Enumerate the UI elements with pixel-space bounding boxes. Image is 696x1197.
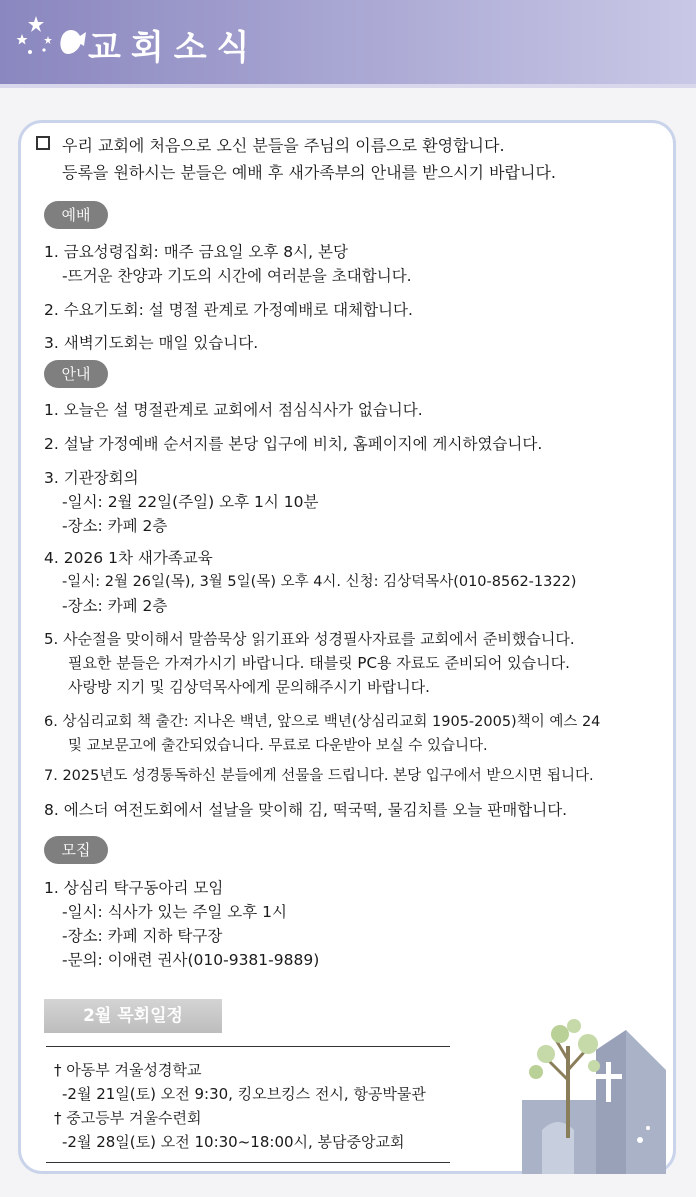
list-item: 7. 2025년도 성경통독하신 분들에게 선물을 드립니다. 본당 입구에서 받으시면 됩니다.: [44, 768, 594, 784]
item-line: 3. 기관장회의: [44, 469, 139, 487]
list-item: 3. 새벽기도회는 매일 있습니다.: [44, 334, 259, 352]
schedule-detail: -2월 21일(토) 오전 9:30, 킹오브킹스 전시, 항공박물관: [62, 1085, 426, 1103]
schedule-heading: 2월 목회일정: [44, 999, 222, 1033]
checkbox-bullet-icon: [36, 136, 50, 150]
item-line: -일시: 식사가 있는 주일 오후 1시: [62, 903, 287, 921]
item-line: -장소: 카페 지하 탁구장: [62, 927, 223, 945]
item-line: 및 교보문고에 출간되었습니다. 무료로 다운받아 보실 수 있습니다.: [68, 738, 488, 754]
list-item: 1. 오늘은 설 명절관계로 교회에서 점심식사가 없습니다.: [44, 401, 423, 419]
divider: [46, 1162, 450, 1163]
list-item: 2. 설날 가정예배 순서지를 본당 입구에 비치, 홈페이지에 게시하였습니다.: [44, 435, 543, 453]
item-line: 4. 2026 1차 새가족교육: [44, 549, 213, 567]
item-line: -장소: 카페 2층: [62, 517, 168, 535]
list-item: [44, 466, 318, 538]
item-line: -뜨거운 찬양과 기도의 시간에 여러분을 초대합니다.: [62, 267, 412, 285]
section-tag-recruit: 모집: [44, 836, 108, 864]
list-item: [44, 710, 600, 758]
item-line: 1. 금요성령집회: 매주 금요일 오후 8시, 본당: [44, 243, 348, 261]
list-item: [44, 876, 319, 972]
item-line: 6. 상심리교회 책 출간: 지나온 백년, 앞으로 백년(상심리교회 1905-2005)책이 예스 24: [44, 714, 601, 730]
list-item: 8. 에스더 여전도회에서 설날을 맞이해 김, 떡국떡, 물김치를 오늘 판매합니다.: [44, 801, 568, 819]
item-line: 사랑방 지기 및 김상덕목사에게 문의해주시기 바랍니다.: [68, 678, 430, 696]
item-line: 1. 상심리 탁구동아리 모임: [44, 879, 224, 897]
schedule-item: [54, 1106, 405, 1154]
item-line: -문의: 이애련 권사(010-9381-9889): [62, 951, 320, 969]
item-line: 필요한 분들은 가져가시기 바랍니다. 태블릿 PC용 자료도 준비되어 있습니다.: [68, 654, 570, 672]
church-illustration-icon: [508, 1010, 670, 1174]
schedule-detail: -2월 28일(토) 오전 10:30~18:00시, 봉담중앙교회: [62, 1133, 405, 1151]
item-line: 5. 사순절을 맞이해서 말씀묵상 읽기표와 성경필사자료를 교회에서 준비했습니다.: [44, 630, 575, 648]
schedule-title: † 중고등부 겨울수련회: [54, 1109, 202, 1127]
item-line: -장소: 카페 2층: [62, 597, 168, 615]
page-title: 교회소식: [88, 28, 260, 68]
schedule-title: † 아동부 겨울성경학교: [54, 1061, 202, 1079]
schedule-item: [54, 1058, 426, 1106]
item-line: -일시: 2월 26일(목), 3월 5일(목) 오후 4시. 신청: 김상덕목사(010-8562-1322): [62, 574, 577, 590]
welcome-line: 등록을 원하시는 분들은 예배 후 새가족부의 안내를 받으시기 바랍니다.: [62, 163, 556, 182]
header-divider: [0, 84, 696, 88]
section-tag-notice: 안내: [44, 360, 108, 388]
list-item: [44, 240, 412, 288]
welcome-message: [36, 132, 556, 186]
section-tag-worship: 예배: [44, 201, 108, 229]
item-line: -일시: 2월 22일(주일) 오후 1시 10분: [62, 493, 319, 511]
list-item: 2. 수요기도회: 설 명절 관계로 가정예배로 대체합니다.: [44, 301, 413, 319]
list-item: [44, 546, 576, 618]
divider: [46, 1046, 450, 1047]
list-item: [44, 627, 575, 699]
welcome-line: 우리 교회에 처음으로 오신 분들을 주님의 이름으로 환영합니다.: [62, 136, 505, 155]
sparkle-icon: [14, 10, 90, 64]
